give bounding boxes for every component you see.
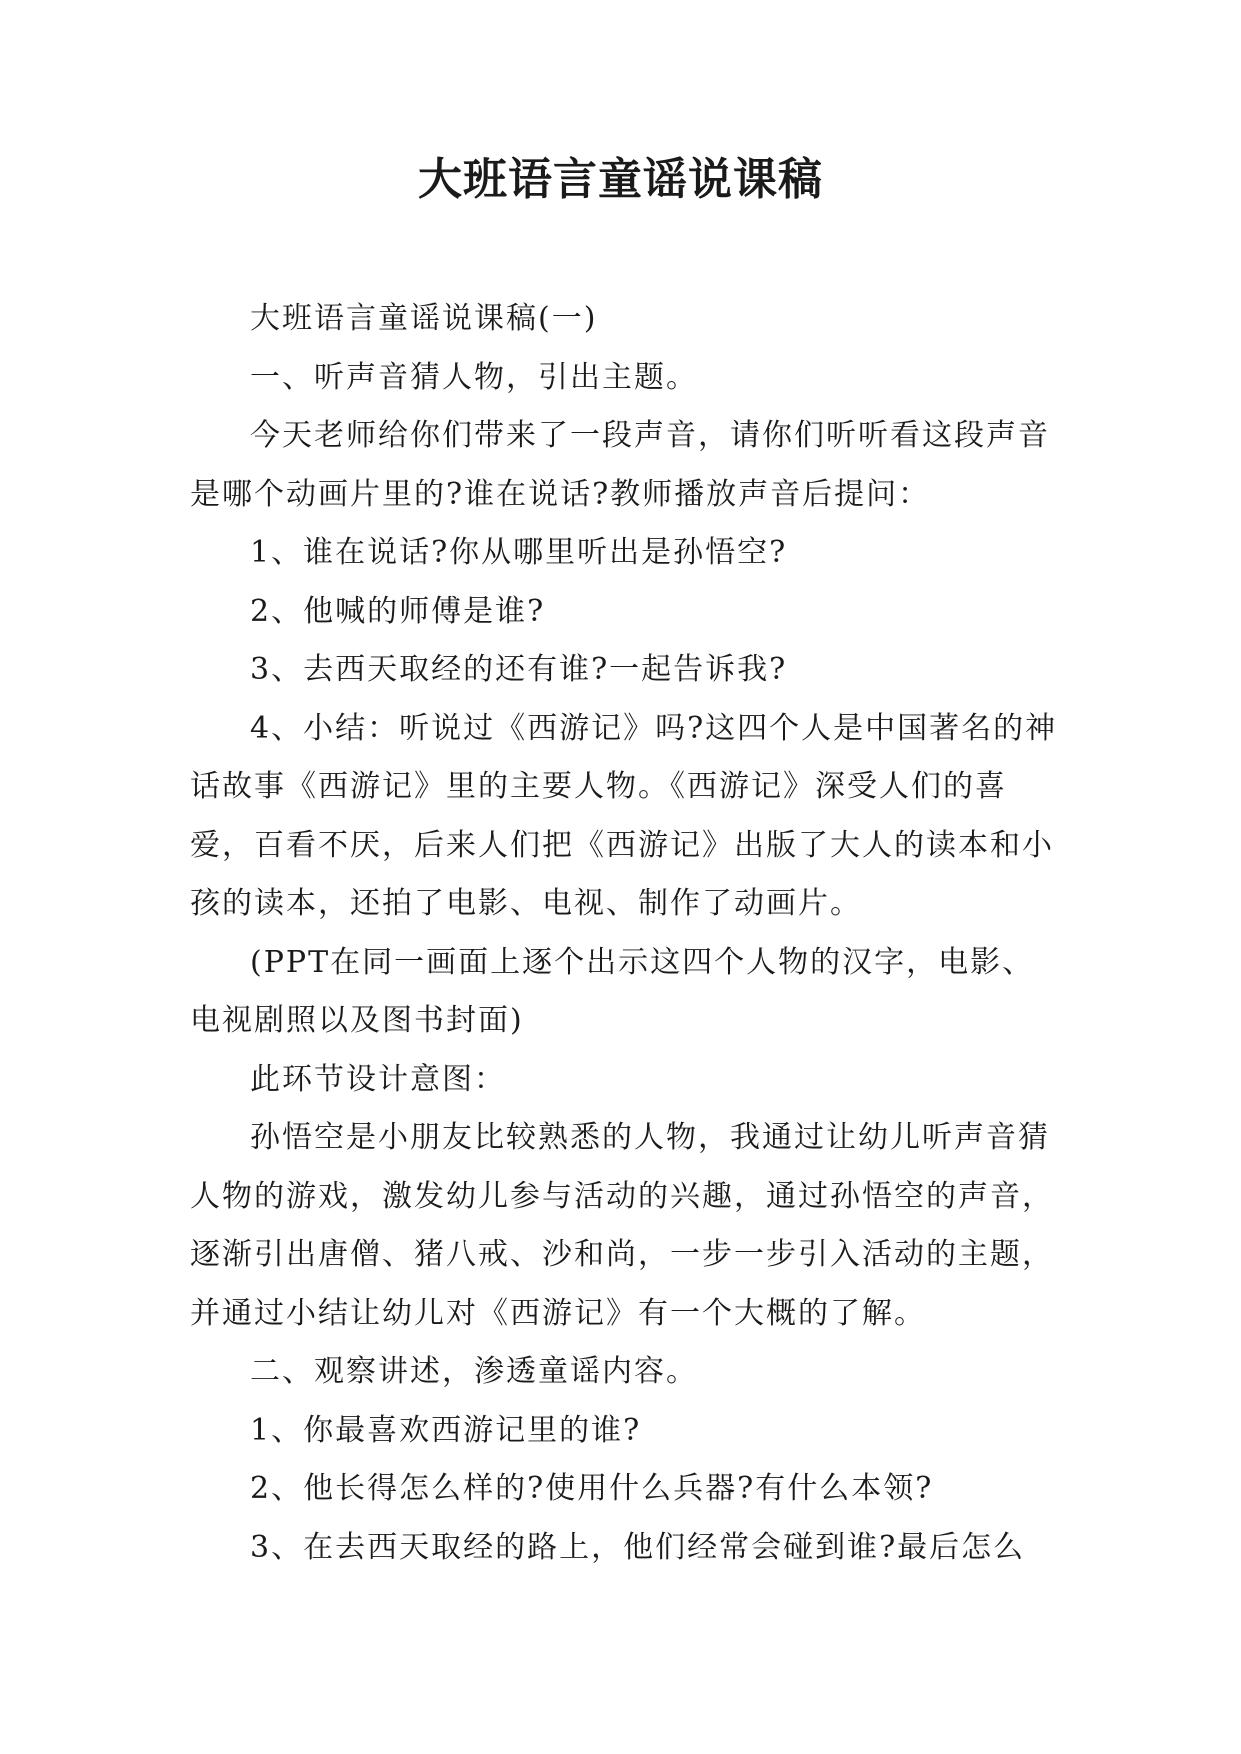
paragraph-question: 3、去西天取经的还有谁?一起告诉我? <box>250 652 788 687</box>
document-body <box>190 290 1060 1577</box>
paragraph-summary: 4、小结：听说过《西游记》吗?这四个人是中国著名的神话故事《西游记》里的主要人物。《西游记》深受人们的喜爱，百看不厌，后来人们把《西游记》出版了大人的读本和小孩的读本，还拍了电影、电视、制作了动画片。 <box>190 710 1058 921</box>
paragraph-design-intent: 孙悟空是小朋友比较熟悉的人物，我通过让幼儿听声音猜人物的游戏，激发幼儿参与活动的兴趣，通过孙悟空的声音，逐渐引出唐僧、猪八戒、沙和尚，一步一步引入活动的主题，并通过小结让幼儿对《西游记》有一个大概的了解。 <box>190 1120 1054 1331</box>
paragraph-design-intent-label: 此环节设计意图： <box>250 1061 506 1097</box>
paragraph-question: 1、你最喜欢西游记里的谁? <box>250 1412 642 1448</box>
paragraph-question: 1、谁在说话?你从哪里听出是孙悟空? <box>250 535 788 570</box>
paragraph-question: 3、在去西天取经的路上，他们经常会碰到谁?最后怎么 <box>250 1529 1026 1565</box>
paragraph-question: 2、他喊的师傅是谁? <box>250 593 546 629</box>
paragraph-ppt-note: (PPT在同一画面上逐个出示这四个人物的汉字，电影、电视剧照以及图书封面) <box>190 944 1035 1038</box>
paragraph-question: 2、他长得怎么样的?使用什么兵器?有什么本领? <box>250 1471 934 1506</box>
paragraph-heading: 大班语言童谣说课稿(一) <box>250 301 598 336</box>
document-title: 大班语言童谣说课稿 <box>418 154 823 205</box>
paragraph-section-two-heading: 二、观察讲述，渗透童谣内容。 <box>250 1354 698 1389</box>
paragraph-section-one-heading: 一、听声音猜人物，引出主题。 <box>250 359 698 395</box>
paragraph: 今天老师给你们带来了一段声音，请你们听听看这段声音是哪个动画片里的?谁在说话?教师播放声音后提问： <box>190 418 1050 512</box>
